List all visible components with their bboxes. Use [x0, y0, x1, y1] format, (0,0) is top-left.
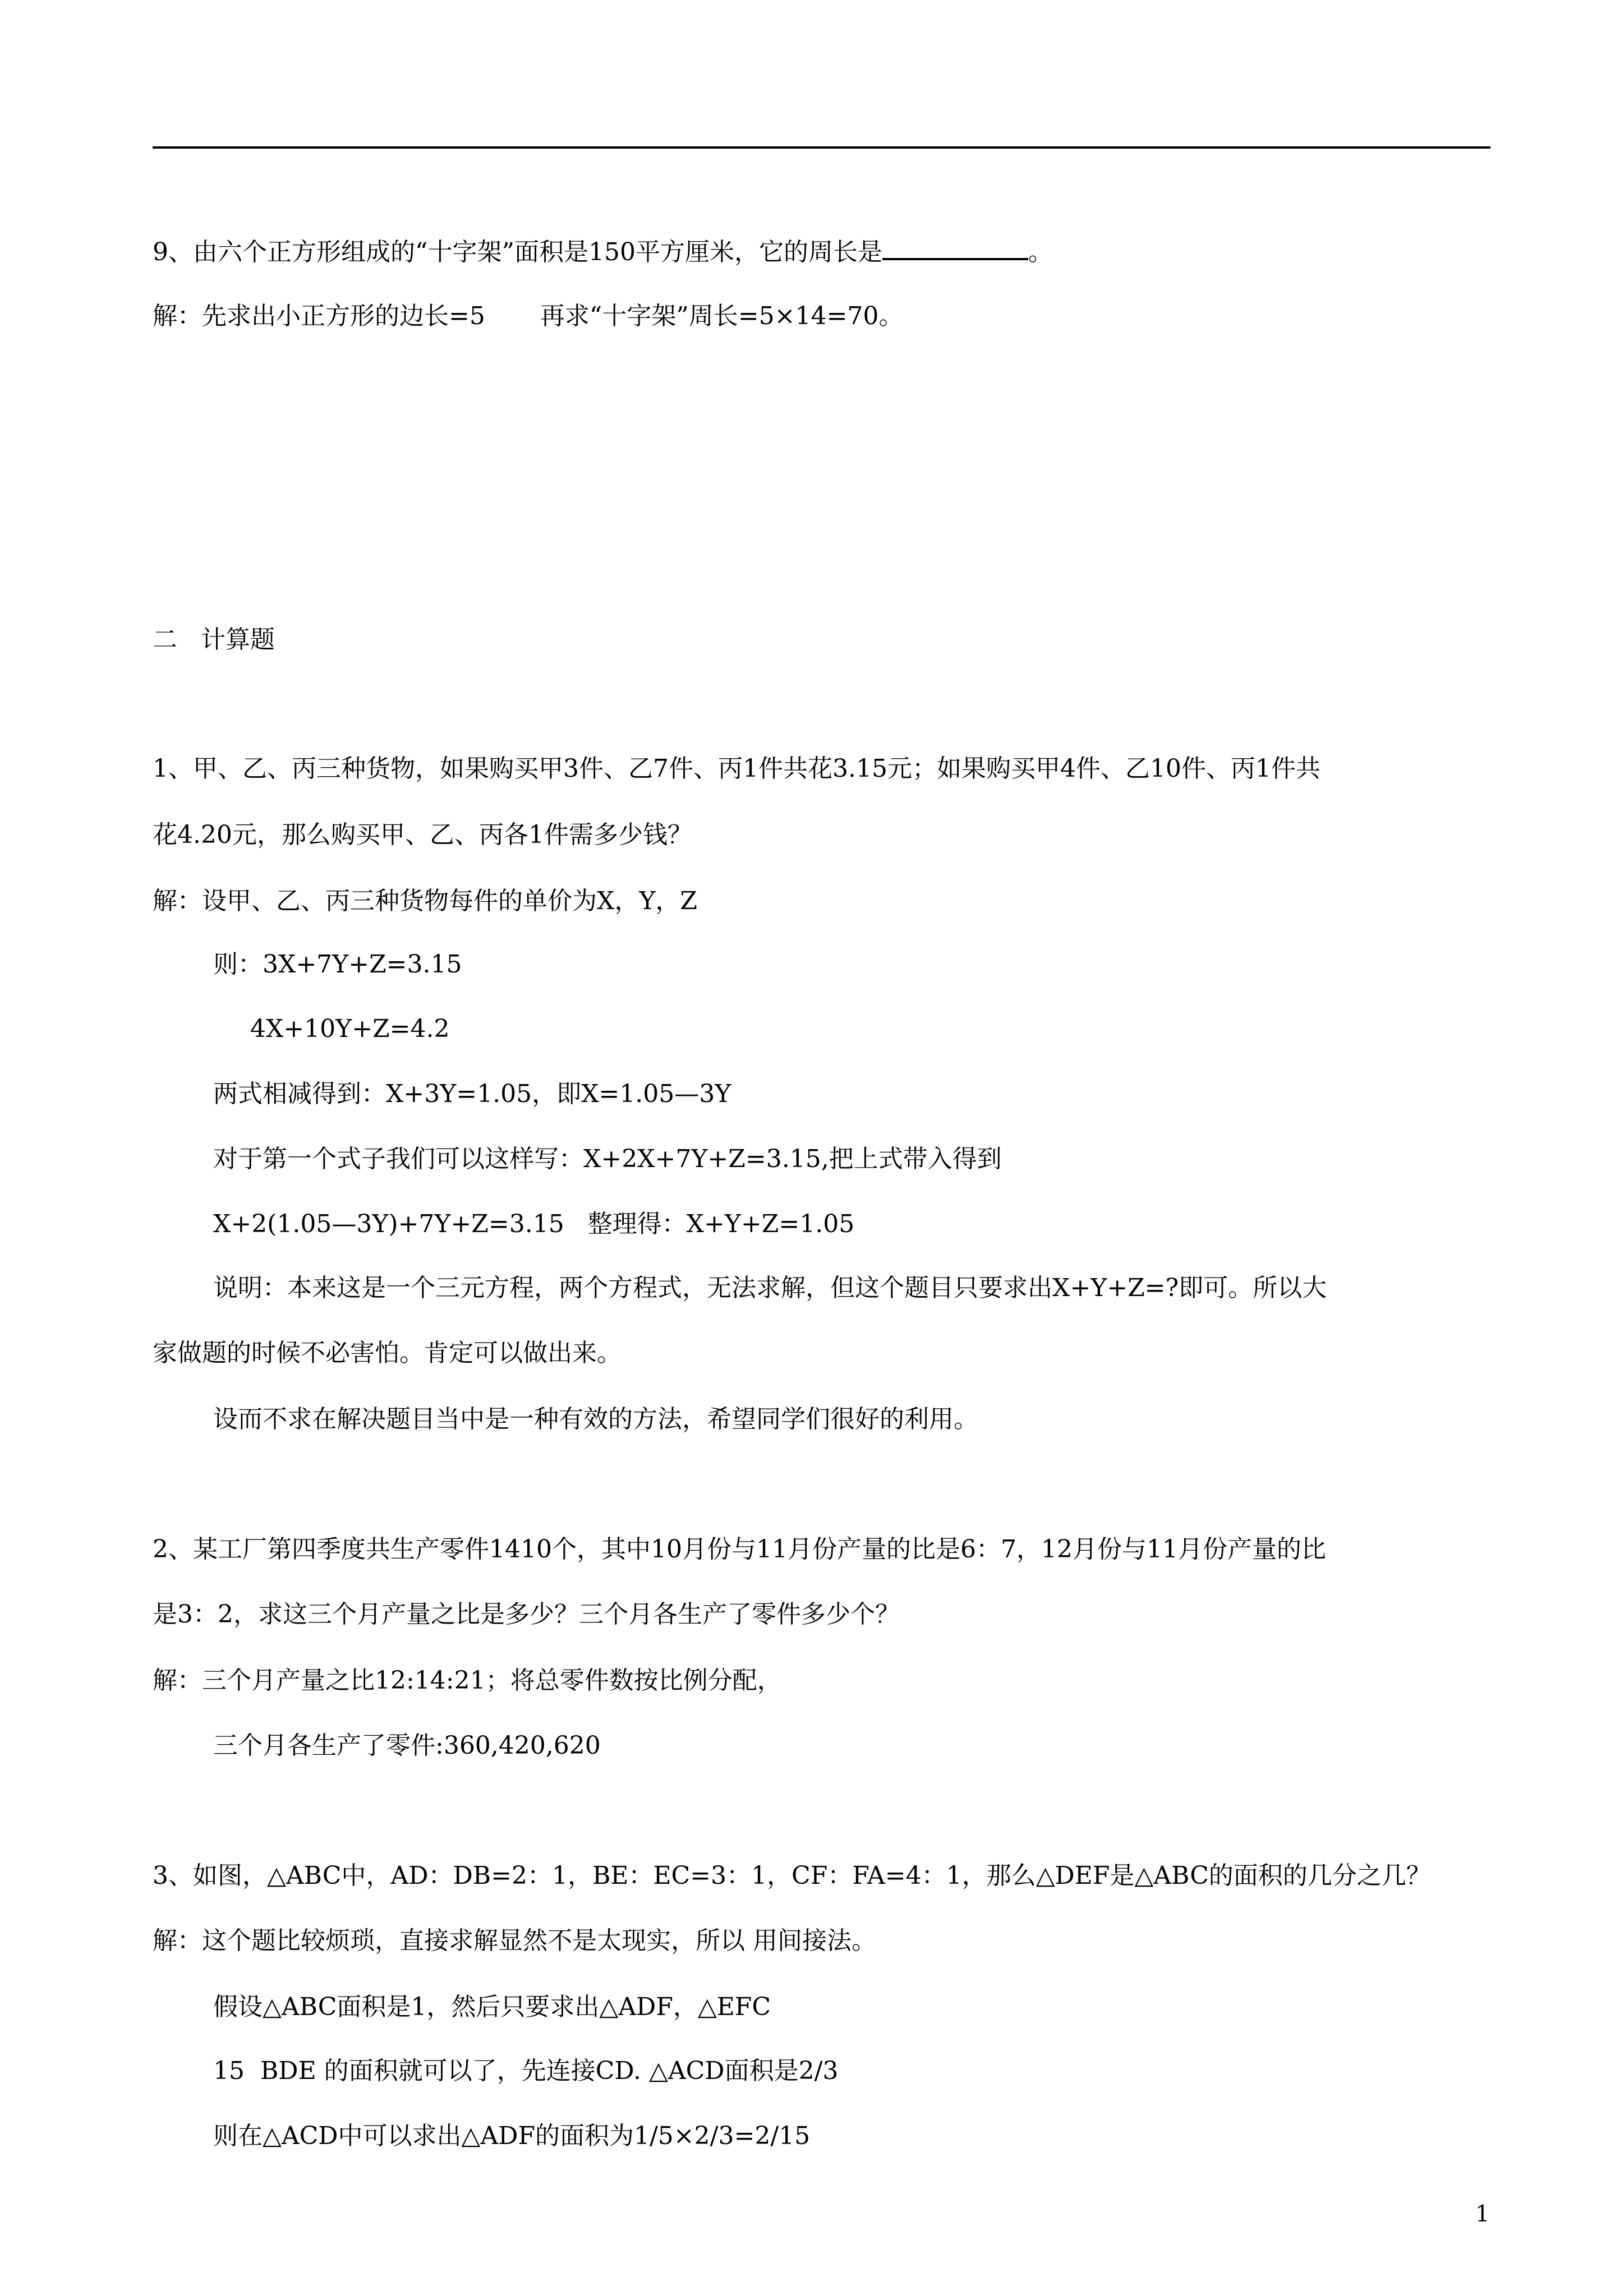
p2-question-line-2: 是3：2，求这三个月产量之比是多少？三个月各生产了零件多少个？: [153, 1600, 900, 1629]
p2-solution-line-1: 解：三个月产量之比12:14:21；将总零件数按比例分配，: [153, 1666, 782, 1695]
header-rule: [153, 146, 1490, 149]
p1-solution-line-1: 解：设甲、乙、丙三种货物每件的单价为X，Y，Z: [153, 887, 697, 915]
p1-solution-line-4: 两式相减得到：X+3Y=1.05，即X=1.05—3Y: [213, 1080, 732, 1108]
section-title: 二 计算题: [153, 625, 275, 654]
p1-question-line-1: 1、甲、乙、丙三种货物，如果购买甲3件、乙7件、丙1件共花3.15元；如果购买甲4件、乙10件、丙1件共: [153, 754, 1321, 783]
p1-solution-line-8: 家做题的时候不必害怕。肯定可以做出来。: [153, 1339, 622, 1367]
p1-solution-line-5: 对于第一个式子我们可以这样写：X+2X+7Y+Z=3.15,把上式带入得到: [213, 1145, 1002, 1173]
p1-solution-line-7: 说明：本来这是一个三元方程，两个方程式，无法求解，但这个题目只要求出X+Y+Z=?即可。所以大: [213, 1274, 1327, 1302]
p1-solution-line-6: X+2(1.05—3Y)+7Y+Z=3.15 整理得：X+Y+Z=1.05: [213, 1210, 855, 1238]
p3-solution-line-1: 解：这个题比较烦琐，直接求解显然不是太现实，所以 用间接法。: [153, 1926, 876, 1955]
q9-text: 9、由六个正方形组成的“十字架”面积是150平方厘米，它的周长是: [153, 238, 882, 266]
p1-solution-line-9: 设而不求在解决题目当中是一种有效的方法，希望同学们很好的利用。: [213, 1405, 978, 1433]
p3-solution-line-4: 则在△ACD中可以求出△ADF的面积为1/5×2/3=2/15: [213, 2122, 811, 2150]
p3-solution-line-3: 15 BDE 的面积就可以了，先连接CD. △ACD面积是2/3: [213, 2057, 839, 2085]
p1-solution-line-3: 4X+10Y+Z=4.2: [250, 1015, 450, 1043]
p3-solution-line-2: 假设△ABC面积是1，然后只要求出△ADF，△EFC: [213, 1993, 771, 2021]
p1-question-line-2: 花4.20元，那么购买甲、乙、丙各1件需多少钱？: [153, 820, 692, 849]
p3-question-line-1: 3、如图，△ABC中，AD：DB=2：1，BE：EC=3：1，CF：FA=4：1，那么△DEF是△ABC的面积的几分之几？: [153, 1861, 1431, 1890]
p1-solution-line-2: 则：3X+7Y+Z=3.15: [213, 950, 462, 979]
q9-solution: 解：先求出小正方形的边长=5 再求“十字架”周长=5×14=70。: [153, 302, 904, 330]
p2-question-line-1: 2、某工厂第四季度共生产零件1410个，其中10月份与11月份产量的比是6：7，12月份与11月份产量的比: [153, 1535, 1326, 1564]
answer-blank: [882, 233, 1028, 260]
q9-question: [153, 233, 1053, 269]
page-number: 1: [1475, 2201, 1490, 2227]
p2-solution-line-2: 三个月各生产了零件:360,420,620: [213, 1731, 601, 1760]
q9-end: 。: [1028, 238, 1053, 266]
